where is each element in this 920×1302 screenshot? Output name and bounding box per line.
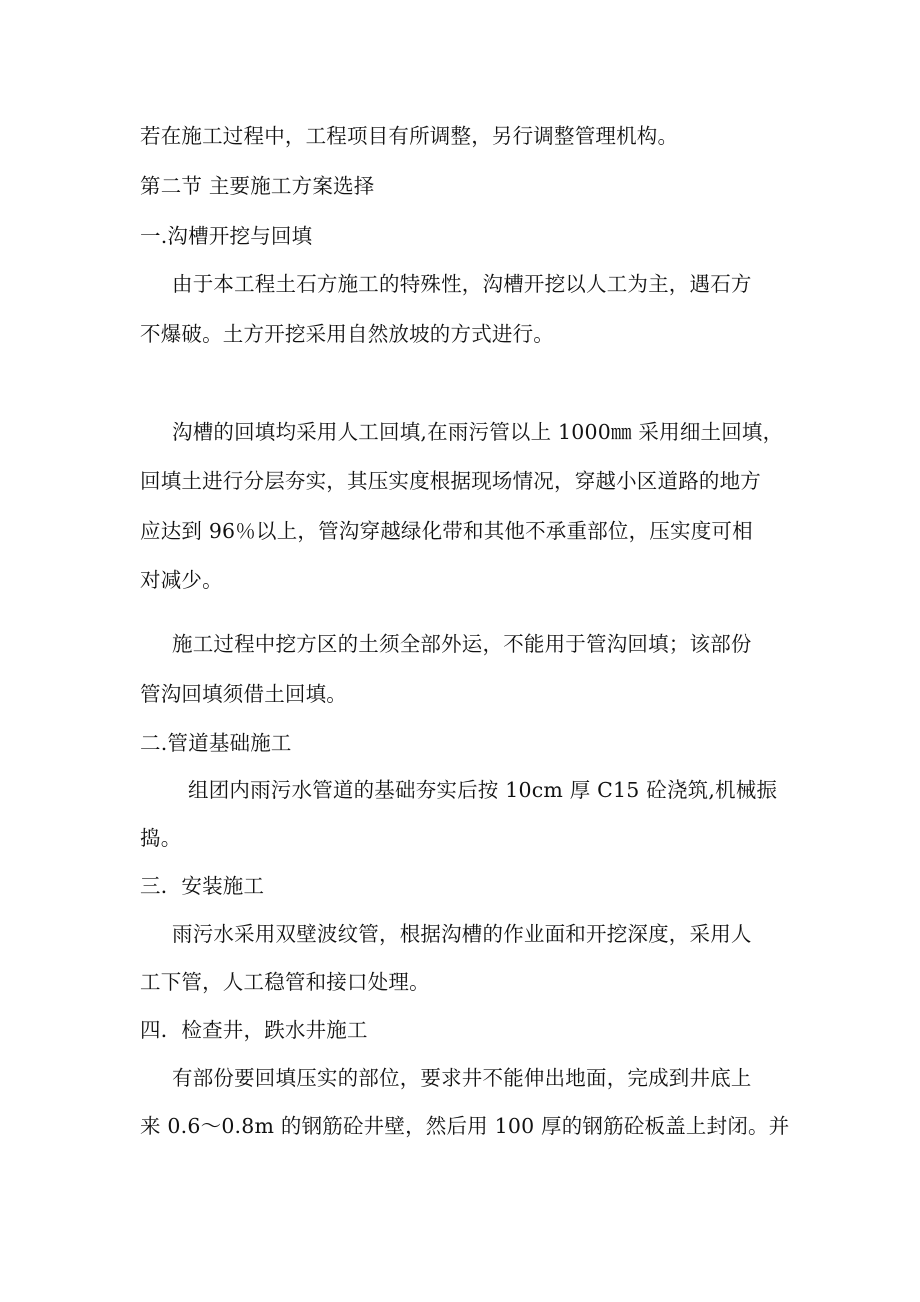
paragraph-line: 捣。 — [140, 826, 182, 850]
paragraph-line: 工下管，人工稳管和接口处理。 — [140, 970, 430, 994]
subsection-heading: 四．检查井，跌水井施工 — [140, 1018, 368, 1042]
paragraph-line: 来 0.6～0.8m 的钢筋砼井壁，然后用 100 厚的钢筋砼板盖上封闭。并 — [140, 1114, 790, 1138]
paragraph-line: 雨污水采用双壁波纹管，根据沟槽的作业面和开挖深度，采用人 — [172, 922, 752, 946]
paragraph-line: 有部份要回填压实的部位，要求井不能伸出地面，完成到井底上 — [172, 1066, 752, 1090]
paragraph-line: 管沟回填须借土回填。 — [140, 682, 347, 706]
paragraph-line: 不爆破。土方开挖采用自然放坡的方式进行。 — [140, 322, 554, 346]
subsection-heading: 三．安装施工 — [140, 874, 265, 898]
paragraph-line: 应达到 96％以上，管沟穿越绿化带和其他不承重部位，压实度可相 — [140, 519, 753, 543]
paragraph-line: 由于本工程土石方施工的特殊性，沟槽开挖以人工为主，遇石方 — [172, 272, 752, 296]
paragraph-line: 沟槽的回填均采用人工回填,在雨污管以上 1000㎜ 采用细土回填， — [172, 420, 784, 444]
paragraph-line: 对减少。 — [140, 568, 223, 592]
subsection-heading: 一.沟槽开挖与回填 — [140, 224, 313, 248]
paragraph-line: 施工过程中挖方区的土须全部外运，不能用于管沟回填；该部份 — [172, 632, 752, 656]
section-heading: 第二节 主要施工方案选择 — [140, 174, 375, 198]
subsection-heading: 二.管道基础施工 — [140, 731, 292, 755]
paragraph-line: 回填土进行分层夯实，其压实度根据现场情况，穿越小区道路的地方 — [140, 469, 761, 493]
paragraph-line: 若在施工过程中，工程项目有所调整，另行调整管理机构。 — [140, 124, 679, 148]
paragraph-line: 组团内雨污水管道的基础夯实后按 10cm 厚 C15 砼浇筑,机械振 — [188, 778, 778, 802]
